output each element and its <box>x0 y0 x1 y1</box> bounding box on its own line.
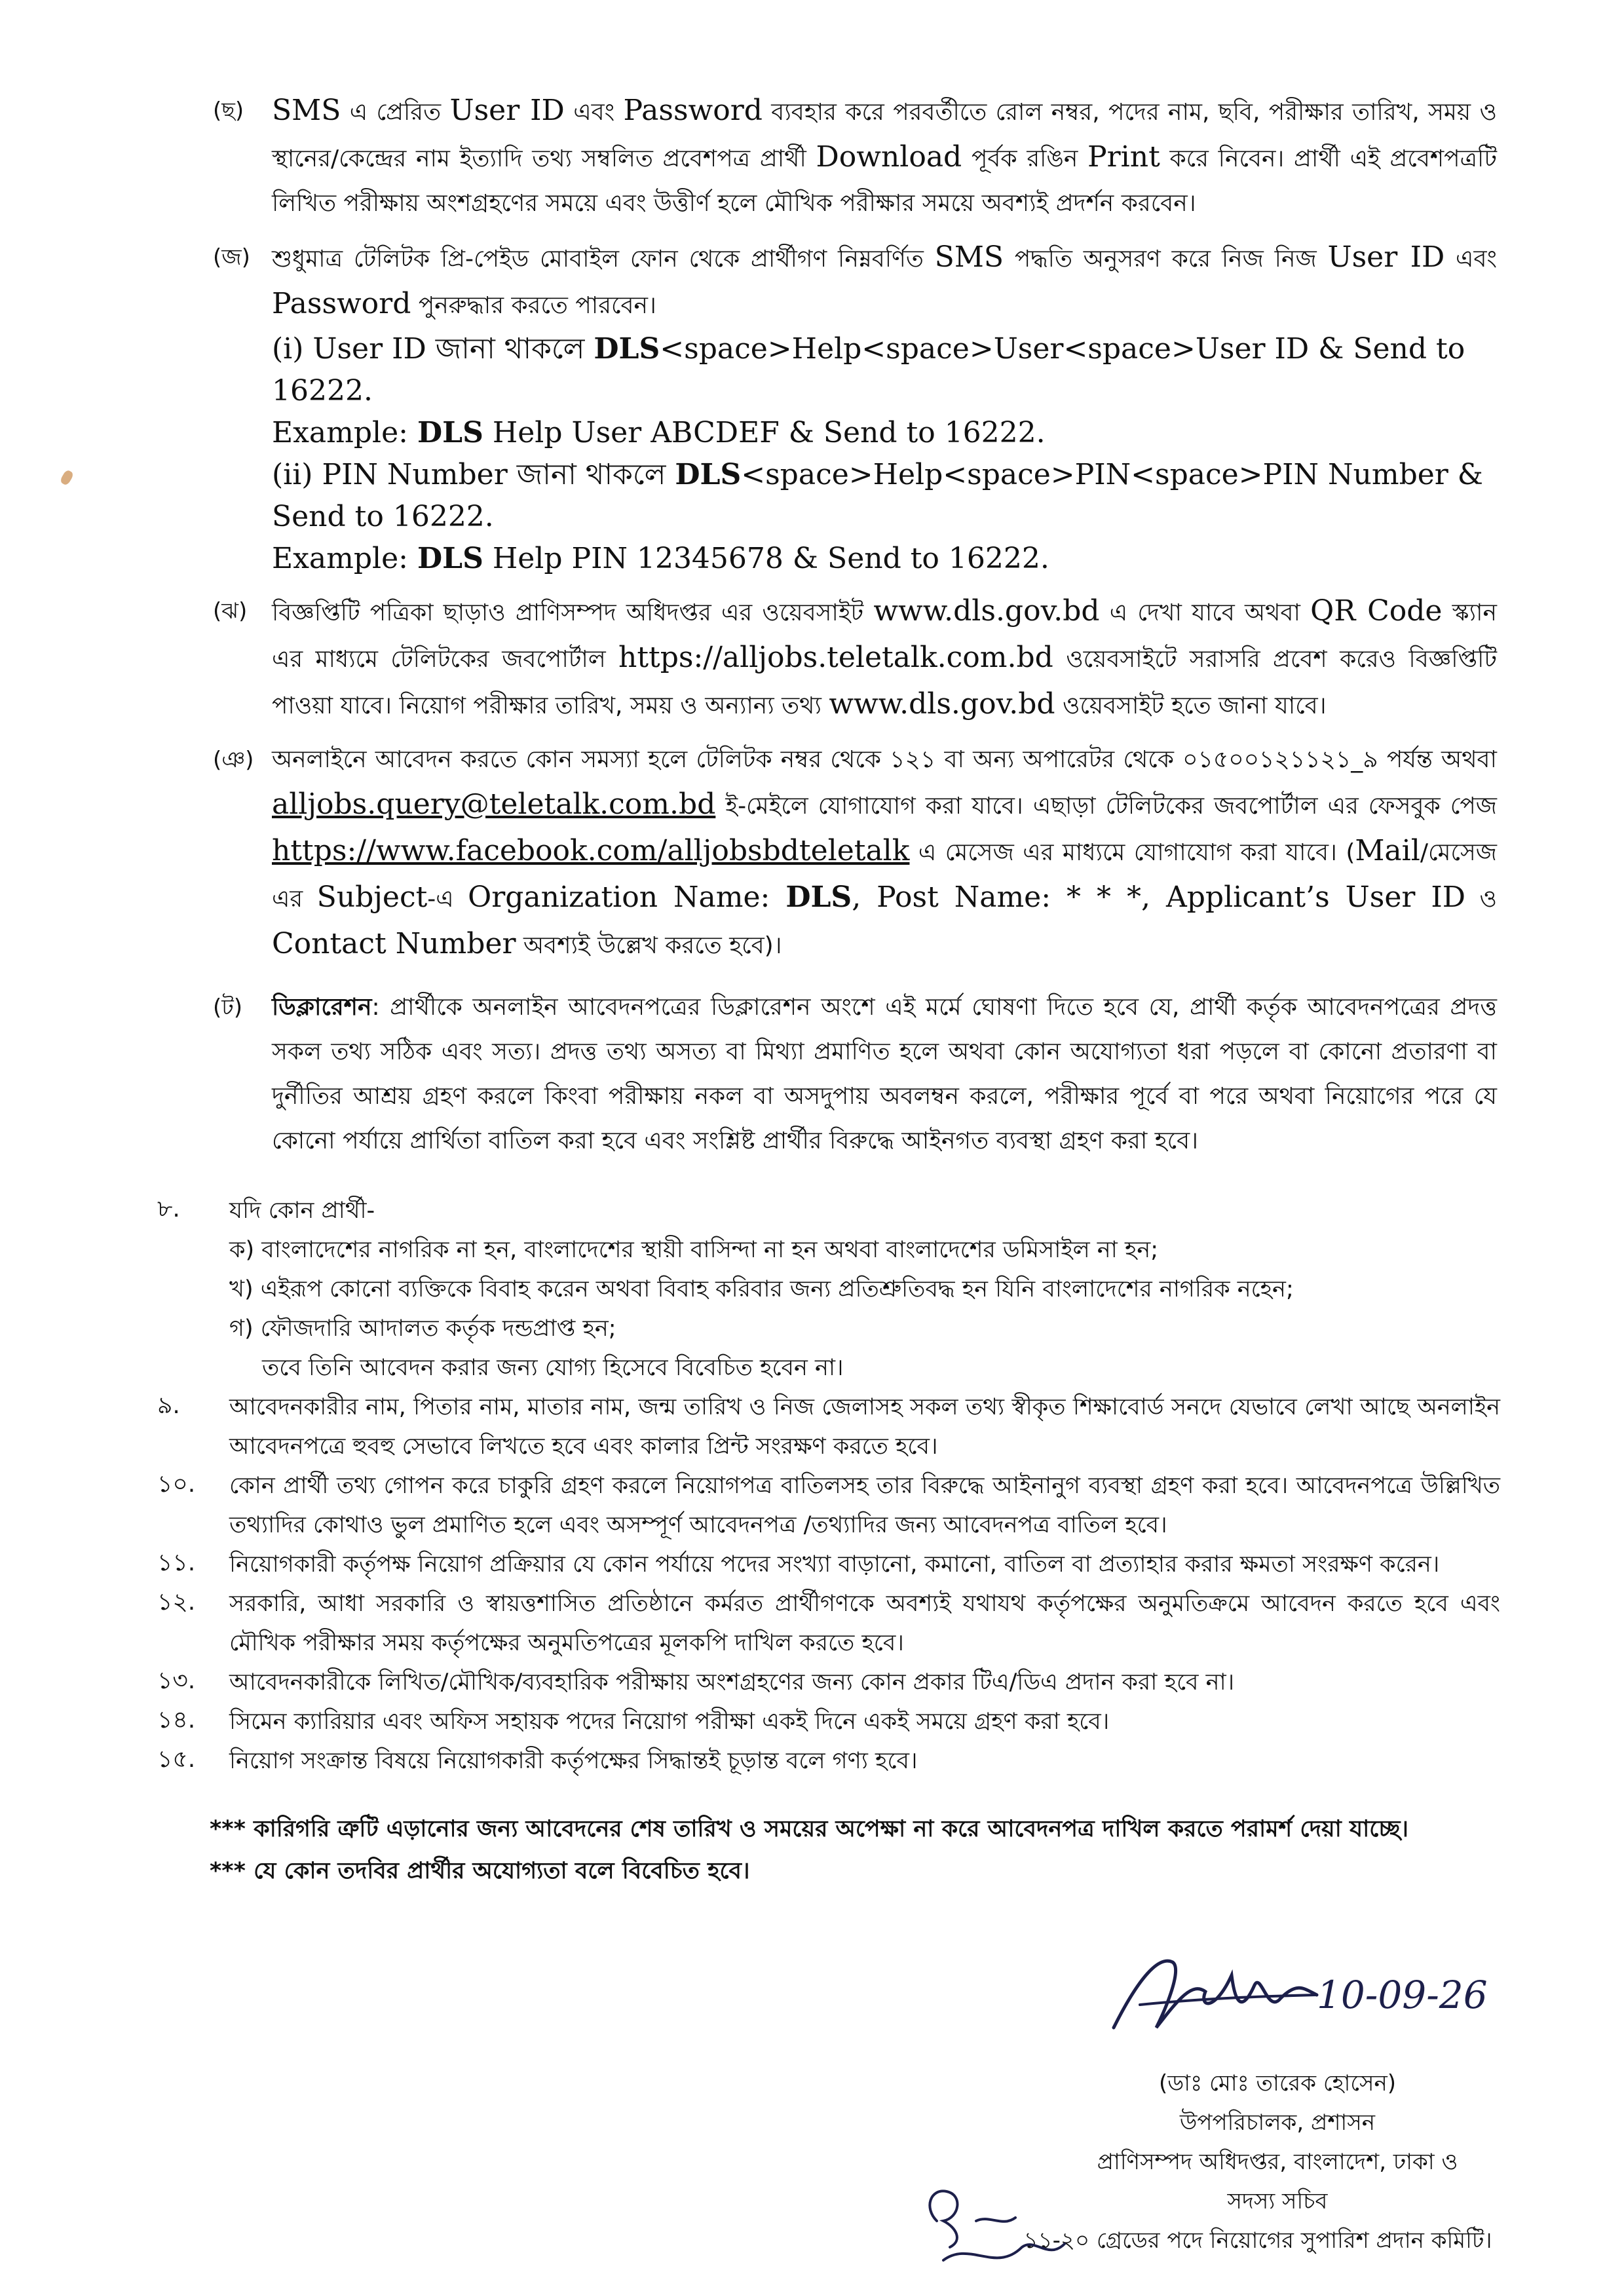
signatory-role: সদস্য সচিব <box>1227 2188 1328 2214</box>
text-run: ওয়েবসাইট হতে জানা যাবে। <box>1055 692 1327 719</box>
text-run: Example: <box>272 416 417 449</box>
signature <box>1101 1936 1488 2054</box>
text-run: Organization Name: <box>468 881 786 914</box>
item-number: ১৩. <box>157 1667 196 1694</box>
signatory-office: প্রাণিসম্পদ অধিদপ্তর, বাংলাদেশ, ঢাকা ও <box>1097 2149 1458 2175</box>
signature-scribble-icon <box>1101 1936 1488 2054</box>
item-text <box>229 1741 1500 1781</box>
important-note: *** যে কোন তদবির প্রার্থীর অযোগ্যতা বলে বিবেচিত হবে। <box>210 1858 750 1884</box>
item-main-text: কোন প্রার্থী তথ্য গোপন করে চাকুরি গ্রহণ করলে নিয়োগপত্র বাতিলসহ তার বিরুদ্ধে আইনানুগ ব্যবস্থা গ্রহণ করা হবে। আবেদনপত্রে উল্লিখিত তথ্যাদির কোথাও ভুল প্রমাণিত হলে এবং অসম্পূর্ণ আবেদনপত্র /তথ্যাদির জন্য আবেদনপত্র বাতিল হবে। <box>229 1473 1500 1538</box>
text-run: DLS <box>675 458 742 491</box>
text-run: (ii) PIN Number <box>272 458 508 491</box>
text-run: পদ্ধতি অনুসরণ করে নিজ নিজ <box>1004 246 1328 273</box>
disqualification-clause: গ) ফৌজদারি আদালত কর্তৃক দন্ডপ্রাপ্ত হন; <box>229 1316 616 1342</box>
notes <box>210 1808 1520 1892</box>
text-run: , Post Name: * * *, Applicant’s User ID <box>852 881 1466 914</box>
disqualification-clause: খ) এইরূপ কোনো ব্যক্তিকে বিবাহ করেন অথবা বিবাহ করিবার জন্য প্রতিশ্রুতিবদ্ধ হন যিনি বাংলাদেশের নাগরিক নহেন; <box>229 1276 1294 1302</box>
text-run: এবং <box>1445 246 1497 273</box>
text-run: DLS <box>594 332 660 366</box>
item-number: ১৪. <box>157 1707 196 1734</box>
item-text <box>229 1466 1500 1545</box>
item-text <box>272 235 1497 580</box>
text-run: (i) User ID <box>272 332 426 366</box>
item-main-text: সিমেন ক্যারিয়ার এবং অফিস সহায়ক পদের নিয়োগ পরীক্ষা একই দিনে একই সময়ে গ্রহণ করা হবে। <box>229 1709 1110 1735</box>
item-text <box>272 985 1497 1164</box>
numbered-item <box>157 1702 1500 1741</box>
text-run: Password <box>272 287 411 320</box>
text-run: Help User ABCDEF & Send to 16222. <box>483 416 1046 449</box>
text-run: <space>Help<space>PIN<space>PIN Number & Send to 16222. <box>272 458 1483 533</box>
text-run: জানা থাকলে <box>507 458 675 491</box>
handwritten-initials <box>917 2182 1074 2280</box>
text-run: জানা থাকলে <box>426 332 594 366</box>
text-run: alljobs.query@teletalk.com.bd <box>272 787 716 821</box>
text-run: Example: <box>272 542 417 575</box>
text-run: User ID <box>449 94 565 127</box>
text-run: Password <box>623 94 763 127</box>
text-run: অবশ্যই উল্লেখ করতে হবে)। <box>516 932 782 959</box>
signatory-name: (ডাঃ মোঃ তারেক হোসেন) <box>1158 2070 1397 2096</box>
signatory-designation: উপপরিচালক, প্রশাসন <box>1179 2110 1376 2136</box>
text-run: SMS <box>934 240 1004 274</box>
lettered-item <box>213 589 1497 729</box>
sms-instruction-line <box>272 538 1497 580</box>
text-run: <space>Help<space>User<space>User ID & Send to 16222. <box>272 332 1465 407</box>
text-run: www.dls.gov.bd <box>829 687 1055 721</box>
sms-instruction-line <box>272 412 1497 454</box>
text-run: /মেসেজ এর <box>272 839 1497 913</box>
text-run: SMS <box>272 94 341 127</box>
numbered-item <box>157 1191 1500 1388</box>
text-run: এ দেখা যাবে অথবা <box>1099 599 1311 626</box>
numbered-item <box>157 1466 1500 1545</box>
item-main-text: নিয়োগ সংক্রান্ত বিষয়ে নিয়োগকারী কর্তৃপক্ষের সিদ্ধান্তই চূড়ান্ত বলে গণ্য হবে। <box>229 1748 918 1774</box>
text-run: পূর্বক রঙিন <box>962 145 1088 172</box>
text-run: Subject <box>316 881 428 914</box>
item-text <box>272 738 1497 968</box>
item-text <box>229 1584 1500 1663</box>
text-run: এ মেসেজ এর মাধ্যমে যোগাযোগ করা যাবে। ( <box>909 839 1355 866</box>
text-run: ওয়েবসাইটে সরাসরি প্রবেশ করেও বিজ্ঞপ্তিটি পাওয়া যাবে। নিয়োগ পরীক্ষার তারিখ, সময় ও অন্যান্য তথ্য <box>272 646 1497 719</box>
item-text <box>272 88 1497 226</box>
item-text <box>229 1663 1500 1702</box>
lettered-item <box>213 88 1497 226</box>
lettered-items <box>213 88 1497 1164</box>
item-number: ১৫. <box>157 1746 196 1773</box>
item-number: ১১. <box>157 1549 196 1576</box>
text-run: DLS <box>417 542 483 575</box>
disqualification-clause: তবে তিনি আবেদন করার জন্য যোগ্য হিসেবে বিবেচিত হবেন না। <box>262 1355 844 1381</box>
text-run: https://www.facebook.com/alljobsbdteletalk <box>272 834 910 867</box>
text-run: DLS <box>417 416 483 449</box>
numbered-item <box>157 1545 1500 1584</box>
text-run: DLS <box>785 881 852 914</box>
item-text <box>272 589 1497 729</box>
item-main-text: আবেদনকারীর নাম, পিতার নাম, মাতার নাম, জন্ম তারিখ ও নিজ জেলাসহ সকল তথ্য স্বীকৃত শিক্ষাবোর্ড সনদে যেভাবে লেখা আছে অনলাইন আবেদনপত্রে হুবহু সেভাবে লিখতে হবে এবং কালার প্রিন্ট সংরক্ষণ করতে হবে। <box>229 1394 1500 1460</box>
item-label: (ঞ) <box>213 747 254 773</box>
text-run: এ প্রেরিত <box>341 99 450 126</box>
text-run: এবং <box>564 99 624 126</box>
item-number: ৮. <box>157 1196 180 1222</box>
lettered-item <box>213 738 1497 968</box>
text-run: : প্রার্থীকে অনলাইন আবেদনপত্রের ডিক্লারেশন অংশে এই মর্মে ঘোষণা দিতে হবে যে, প্রার্থী কর্তৃক আবেদনপত্রের প্রদত্ত সকল তথ্য সঠিক এবং সত্য। প্রদত্ত তথ্য অসত্য বা মিথ্যা প্রমাণিত হলে অথবা কোন অযোগ্যতা ধরা পড়লে বা কোনো প্রতারণা বা দুর্নীতির আশ্রয় গ্রহণ করলে কিংবা পরীক্ষায় নকল বা অসদুপায় অবলম্বন করলে, পরীক্ষার পূর্বে বা পরে অথবা নিয়োগের পরে যে কোনো পর্যায়ে প্রার্থিতা বাতিল করা হবে এবং সংশ্লিষ্ট প্রার্থীর বিরুদ্ধে আইনগত ব্যবস্থা গ্রহণ করা হবে। <box>272 994 1497 1154</box>
item-label: (ছ) <box>213 98 244 124</box>
text-run: ও <box>1465 886 1497 913</box>
numbered-items <box>157 1191 1500 1781</box>
important-note: *** কারিগরি ত্রুটি এড়ানোর জন্য আবেদনের শেষ তারিখ ও সময়ের অপেক্ষা না করে আবেদনপত্র দাখিল করতে পরামর্শ দেয়া যাচ্ছে। <box>210 1816 1408 1842</box>
item-main-text: আবেদনকারীকে লিখিত/মৌখিক/ব্যবহারিক পরীক্ষায় অংশগ্রহণের জন্য কোন প্রকার টিএ/ডিএ প্রদান করা হবে না। <box>229 1669 1235 1696</box>
item-text <box>229 1388 1500 1466</box>
item-number: ১০. <box>157 1471 196 1498</box>
text-run: শুধুমাত্র টেলিটক প্রি-পেইড মোবাইল ফোন থেকে প্রার্থীগণ নিম্নবর্ণিত <box>272 246 935 273</box>
item-text <box>229 1545 1500 1584</box>
sms-instruction-line <box>272 454 1497 538</box>
text-run: বিজ্ঞপ্তিটি পত্রিকা ছাড়াও প্রাণিসম্পদ অধিদপ্তর এর ওয়েবসাইট <box>272 599 874 626</box>
signature-date: 10-09-26 <box>1317 1973 1488 2017</box>
item-number: ১২. <box>157 1589 196 1616</box>
text-run: Contact Number <box>272 927 516 960</box>
item-main-text: যদি কোন প্রার্থী- <box>229 1198 375 1224</box>
text-run: -এ <box>427 886 468 913</box>
signatory-committee: ১১-২০ গ্রেডের পদে নিয়োগের সুপারিশ প্রদান কমিটি। <box>1023 2227 1492 2254</box>
text-run: অনলাইনে আবেদন করতে কোন সমস্যা হলে টেলিটক নম্বর থেকে ১২১ বা অন্য অপারেটর থেকে ০১৫০০১২১১২১_৯ পর্যন্ত অথবা <box>272 746 1497 773</box>
text-run: User ID <box>1327 240 1445 274</box>
text-run: Mail <box>1355 834 1420 867</box>
text-run: ডিক্লারেশন <box>272 994 372 1021</box>
sms-instruction-line <box>272 328 1497 412</box>
numbered-item <box>157 1388 1500 1466</box>
numbered-item <box>157 1663 1500 1702</box>
text-run: ব্যবহার করে পরবর্তীতে রোল নম্বর, পদের নাম, ছবি, পরীক্ষার তারিখ, সময় ও স্থানের/কেন্দ্রের নাম ইত্যাদি তথ্য সম্বলিত প্রবেশপত্র প্রার্থী <box>272 99 1497 172</box>
text-run: Download <box>816 140 962 174</box>
item-number: ৯. <box>157 1392 180 1419</box>
disqualification-clause: ক) বাংলাদেশের নাগরিক না হন, বাংলাদেশের স্থায়ী বাসিন্দা না হন অথবা বাংলাদেশের ডমিসাইল না হন; <box>229 1237 1159 1263</box>
text-run: QR Code <box>1310 594 1443 628</box>
text-run: Print <box>1087 140 1160 174</box>
item-text <box>229 1702 1500 1741</box>
lettered-item <box>213 985 1497 1164</box>
item-main-text: নিয়োগকারী কর্তৃপক্ষ নিয়োগ প্রক্রিয়ার যে কোন পর্যায়ে পদের সংখ্যা বাড়ানো, কমানো, বাতিল বা প্রত্যাহার করার ক্ষমতা সংরক্ষণ করেন। <box>229 1551 1440 1578</box>
text-run: পুনরুদ্ধার করতে পারবেন। <box>411 292 656 319</box>
text-run: https://alljobs.teletalk.com.bd <box>618 641 1053 674</box>
numbered-item <box>157 1584 1500 1663</box>
item-text <box>229 1191 1500 1388</box>
text-run: স্ক্যান এর মাধ্যমে টেলিটকের জবপোর্টাল <box>272 599 1497 673</box>
text-run: করে নিবেন। প্রার্থী এই প্রবেশপত্রটি লিখিত পরীক্ষায় অংশগ্রহণের সময়ে এবং উত্তীর্ণ হলে মৌখিক পরীক্ষার সময়ে অবশ্যই প্রদর্শন করবেন। <box>272 145 1497 217</box>
lettered-item <box>213 235 1497 580</box>
text-run: www.dls.gov.bd <box>873 594 1100 628</box>
item-main-text: সরকারি, আধা সরকারি ও স্বায়ত্তশাসিত প্রতিষ্ঠানে কর্মরত প্রার্থীগণকে অবশ্যই যথাযথ কর্তৃপক্ষের অনুমতিক্রমে আবেদন করতে হবে এবং মৌখিক পরীক্ষার সময় কর্তৃপক্ষের অনুমতিপত্রের মূলকপি দাখিল করতে হবে। <box>229 1591 1500 1656</box>
text-run: Help PIN 12345678 & Send to 16222. <box>483 542 1049 575</box>
item-label: (ট) <box>213 995 243 1021</box>
item-label: (জ) <box>213 244 250 271</box>
numbered-item <box>157 1741 1500 1781</box>
text-run: ই-মেইলে যোগাযোগ করা যাবে। এছাড়া টেলিটকের জবপোর্টাল এর ফেসবুক পেজ <box>715 793 1497 820</box>
item-label: (ঝ) <box>213 598 248 624</box>
margin-mark <box>59 469 74 486</box>
